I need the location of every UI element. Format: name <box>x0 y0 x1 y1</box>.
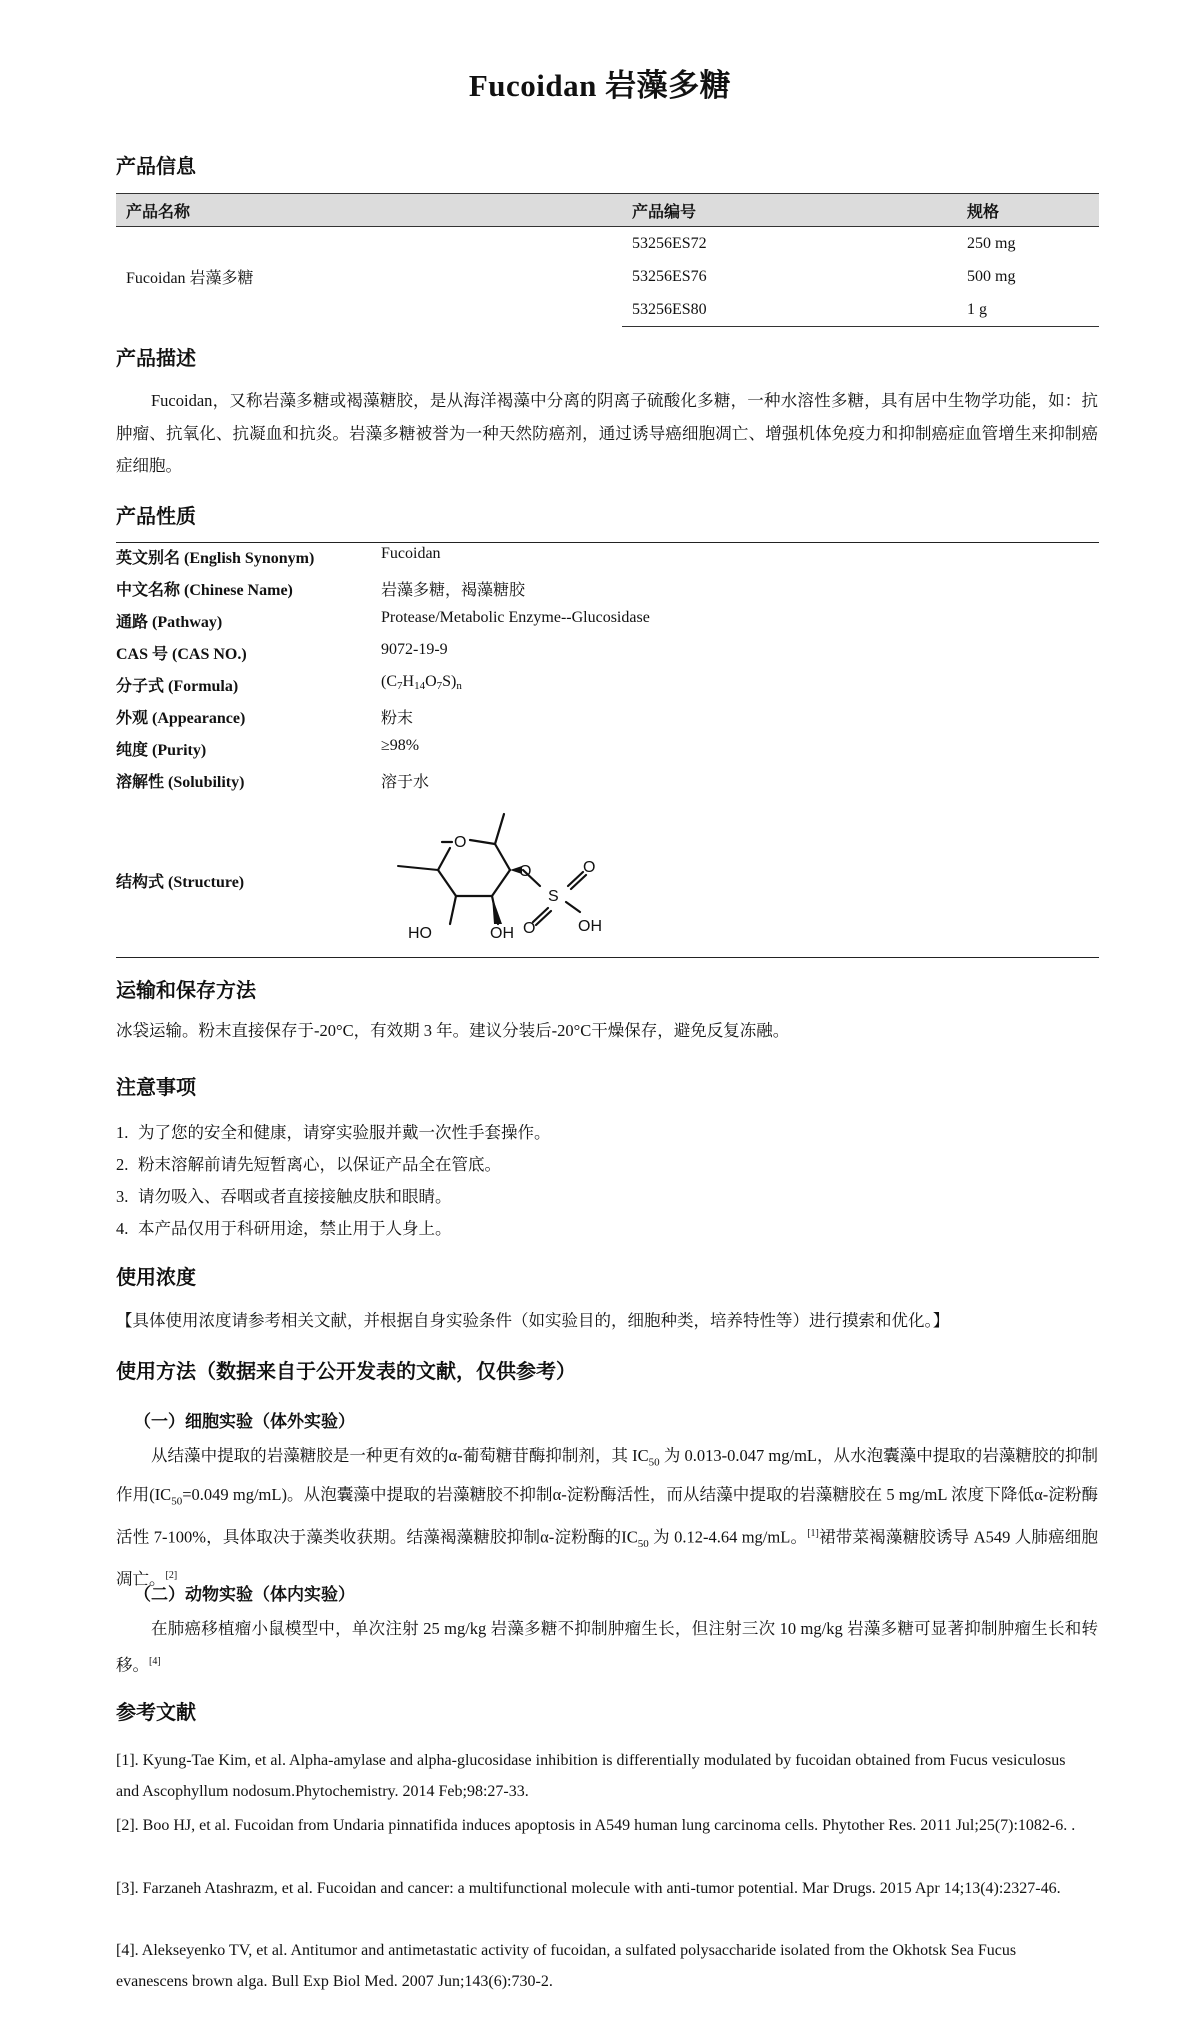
in-vitro-text: 裙带菜褐藻糖胶诱导 A549 人肺癌细胞凋亡。 <box>116 1527 1098 1589</box>
property-row <box>116 673 1099 703</box>
list-number: 2. <box>116 1155 129 1174</box>
property-row <box>116 577 1099 607</box>
property-value: Fucoidan <box>381 545 441 562</box>
ic-subscript: 50 <box>637 1537 649 1550</box>
property-value: 溶于水 <box>381 774 430 791</box>
citation-2: [2] <box>165 1569 178 1581</box>
property-value: 粉末 <box>381 710 414 727</box>
property-value: Protease/Metabolic Enzyme--Glucosidase <box>381 609 650 626</box>
list-text: 本产品仅用于科研用途，禁止用于人身上。 <box>138 1219 452 1238</box>
property-row <box>116 769 1099 799</box>
page-title: Fucoidan 岩藻多糖 <box>468 68 732 103</box>
property-value: ≥98% <box>381 737 420 754</box>
structure-label: 结构式 (Structure) <box>116 874 245 891</box>
subsection-title-in-vitro: （一）细胞实验（体外实验） <box>134 1412 355 1431</box>
section-title-storage: 运输和保存方法 <box>116 980 256 1002</box>
table-row <box>116 227 1099 261</box>
property-row <box>116 641 1099 671</box>
property-value: 岩藻多糖，褐藻糖胶 <box>381 582 526 599</box>
product-code-cell: 53256ES72 <box>632 234 707 252</box>
storage-paragraph: 冰袋运输。粉末直接保存于-20°C，有效期 3 年。建议分装后-20°C干燥保存，避免反复冻融。 <box>116 1021 790 1040</box>
property-row <box>116 705 1099 735</box>
reference-item: [4]. Alekseyenko TV, et al. Antitumor and antimetastatic activity of fucoidan, a sulfated polysaccharide isolated from the Okhotsk Sea Fucus evanescens brown alga. Bull Exp Biol Med. 2007 Jun;143(6):730-2. <box>116 1942 1017 1990</box>
spec-cell: 250 mg <box>967 234 1016 252</box>
atom-o-double-2: O <box>523 920 536 937</box>
subsection-title-in-vivo: （二）动物实验（体内实验） <box>134 1585 355 1604</box>
description-paragraph: Fucoidan，又称岩藻多糖或褐藻糖胶，是从海洋褐藻中分离的阴离子硫酸化多糖，一种水溶性多糖，具有居中生物学功能，如：抗肿瘤、抗氧化、抗凝血和抗炎。岩藻多糖被誉为一种天然防癌剂，通过诱导癌细胞凋亡、增强机体免疫力和抑制癌症血管增生来抑制癌症细胞。 <box>116 391 1098 475</box>
in-vitro-text: 为 0.12-4.64 mg/mL。 <box>648 1527 808 1547</box>
atom-s: S <box>548 888 559 905</box>
spec-cell: 1 g <box>957 293 1099 327</box>
section-title-usage: 使用方法（数据来自于公开发表的文献，仅供参考） <box>116 1361 576 1383</box>
atom-oh-sulfate: OH <box>578 918 602 935</box>
formula-value: $(C_7H_{14}O_7S)_n$ <box>381 673 462 692</box>
ic-subscript: 50 <box>648 1456 660 1469</box>
atom-oh: OH <box>490 925 514 942</box>
property-key: 英文别名 (English Synonym) <box>116 550 315 567</box>
list-text: 粉末溶解前请先短暂离心，以保证产品全在管底。 <box>138 1155 501 1174</box>
atom-o-bridge: O <box>519 863 532 880</box>
list-number: 1. <box>116 1123 129 1142</box>
section-title-description: 产品描述 <box>116 348 196 370</box>
in-vitro-text: 从结藻中提取的岩藻糖胶是一种更有效的α-葡萄糖苷酶抑制剂，其 IC <box>151 1446 649 1465</box>
header-spec: 规格 <box>957 194 1099 227</box>
properties-bottom-rule <box>116 957 1099 958</box>
section-title-notes: 注意事项 <box>116 1077 196 1099</box>
product-name-cell: Fucoidan 岩藻多糖 <box>126 270 254 288</box>
header-product-code: 产品编号 <box>622 194 957 227</box>
reference-item: [3]. Farzaneh Atashrazm, et al. Fucoidan and cancer: a multifunctional molecule with anti-tumor potential. Mar Drugs. 2015 Apr 14;13(4):2327-46. <box>116 1880 1061 1897</box>
product-code-cell: 53256ES76 <box>632 267 707 285</box>
property-key: 分子式 (Formula) <box>116 678 239 695</box>
properties-top-rule <box>116 542 1099 543</box>
in-vitro-text: 为 0.013-0.047 mg/mL，从水泡囊藻中提取的岩藻糖胶的抑制作用(IC <box>116 1446 1099 1504</box>
atom-ho: HO <box>408 925 432 942</box>
section-title-concentration: 使用浓度 <box>116 1267 196 1289</box>
concentration-note: 【具体使用浓度请参考相关文献，并根据自身实验条件（如实验目的，细胞种类，培养特性等）进行摸索和优化。】 <box>116 1311 950 1330</box>
section-title-product-info: 产品信息 <box>116 156 196 178</box>
citation-4: [4] <box>149 1655 161 1667</box>
atom-o-double-1: O <box>583 859 596 876</box>
header-product-name: 产品名称 <box>116 194 622 227</box>
property-row <box>116 545 1099 575</box>
in-vitro-paragraph <box>116 1440 1098 1596</box>
spec-cell: 500 mg <box>967 267 1016 285</box>
in-vitro-text: =0.049 mg/mL)。从泡囊藻中提取的岩藻糖胶不抑制α-淀粉酶活性，而从结藻中提取的岩藻糖胶在 5 mg/mL 浓度下降低α-淀粉酶活性 7-100%，具体取决于藻类收获期。结藻褐藻糖胶抑制α-淀粉酶的IC <box>116 1484 1098 1547</box>
list-item <box>116 1215 452 1239</box>
list-number: 3. <box>116 1187 129 1206</box>
ic-subscript: 50 <box>171 1495 183 1508</box>
reference-item: [1]. Kyung-Tae Kim, et al. Alpha-amylase and alpha-glucosidase inhibition is differentially modulated by fucoidan obtained from Fucus vesiculosus and Ascophyllum nodosum.Phytochemistry. 2014 Feb;98:27-33. <box>116 1752 1066 1800</box>
property-row <box>116 609 1099 639</box>
citation-1: [1] <box>807 1527 819 1539</box>
table-header-row <box>116 194 1099 227</box>
in-vivo-paragraph <box>116 1613 1098 1682</box>
property-key: 通路 (Pathway) <box>116 614 223 631</box>
list-item <box>116 1183 452 1207</box>
property-value: 9072-19-9 <box>381 641 448 658</box>
product-info-table <box>116 193 1099 327</box>
atom-o-ring: O <box>454 834 467 851</box>
property-key: 纯度 (Purity) <box>116 742 207 759</box>
list-text: 请勿吸入、吞咽或者直接接触皮肤和眼睛。 <box>138 1187 452 1206</box>
chemical-structure-image <box>380 800 620 950</box>
list-number: 4. <box>116 1219 129 1238</box>
in-vivo-text: 在肺癌移植瘤小鼠模型中，单次注射 25 mg/kg 岩藻多糖不抑制肿瘤生长，但注射三次 10 mg/kg 岩藻多糖可显著抑制肿瘤生长和转移。 <box>116 1619 1098 1674</box>
section-title-properties: 产品性质 <box>116 506 196 528</box>
reference-item: [2]. Boo HJ, et al. Fucoidan from Undaria pinnatifida induces apoptosis in A549 human lung carcinoma cells. Phytother Res. 2011 Jul;25(7):1082-6. . <box>116 1817 1076 1834</box>
property-key: 溶解性 (Solubility) <box>116 774 245 791</box>
property-key: CAS 号 (CAS NO.) <box>116 646 247 663</box>
property-key: 外观 (Appearance) <box>116 710 246 727</box>
property-row <box>116 737 1099 767</box>
property-key: 中文名称 (Chinese Name) <box>116 582 293 599</box>
list-text: 为了您的安全和健康，请穿实验服并戴一次性手套操作。 <box>138 1123 551 1142</box>
list-item <box>116 1151 501 1175</box>
list-item <box>116 1119 551 1143</box>
section-title-references: 参考文献 <box>116 1702 196 1724</box>
product-code-cell: 53256ES80 <box>622 293 957 327</box>
